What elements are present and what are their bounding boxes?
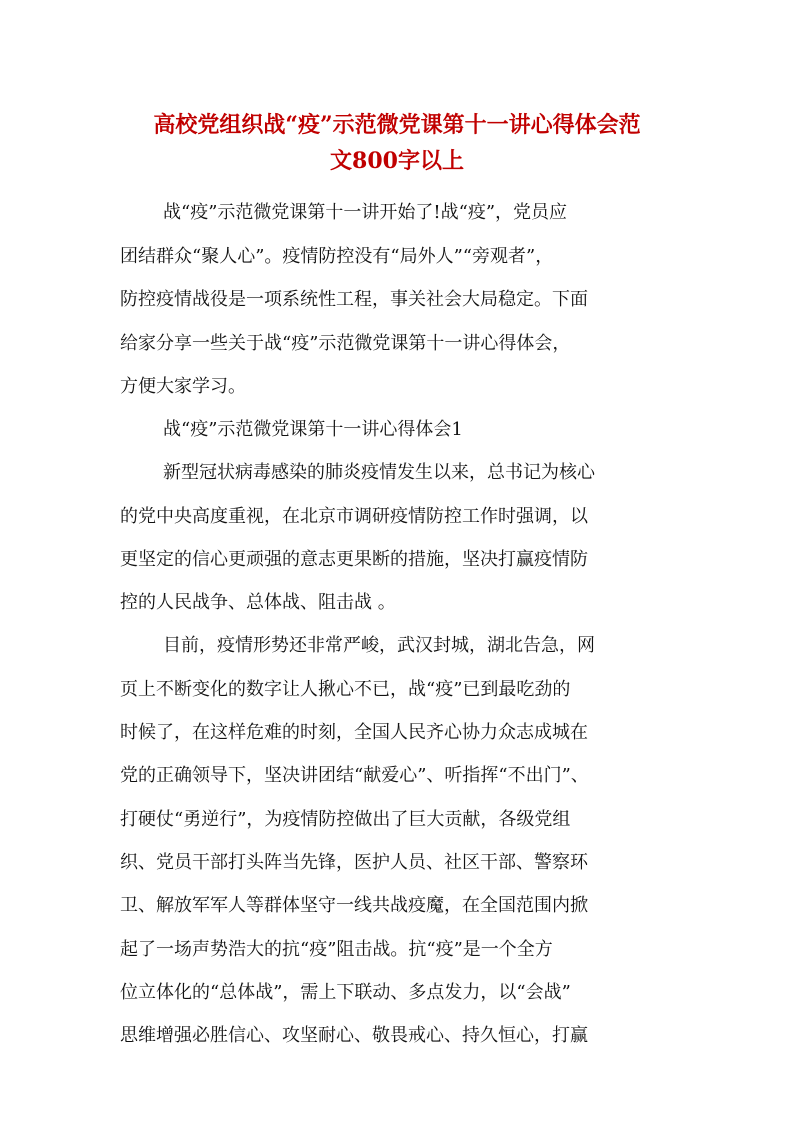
body-line: 新型冠状病毒感染的肺炎疫情发生以来，总书记为核心 <box>163 462 595 483</box>
body-line: 起了一场声势浩大的抗“疫”阻击战。抗“疫”是一个全方 <box>120 939 553 960</box>
document-title-line-1: 高校党组织战“疫”示范微党课第十一讲心得体会范 <box>153 112 641 138</box>
body-line: 织、党员干部打头阵当先锋，医护人员、社区干部、警察环 <box>120 852 588 873</box>
body-line: 页上不断变化的数字让人揪心不已，战“疫”已到最吃劲的 <box>120 679 571 700</box>
document-title-line-2: 文800字以上 <box>330 148 464 174</box>
body-line: 思维增强必胜信心、攻坚耐心、敬畏戒心、持久恒心，打赢 <box>120 1025 588 1046</box>
body-line: 更坚定的信心更顽强的意志更果断的措施，坚决打赢疫情防 <box>120 549 588 570</box>
body-line: 团结群众“聚人心”。疫情防控没有“局外人”“旁观者”， <box>120 246 554 267</box>
body-line: 防控疫情战役是一项系统性工程，事关社会大局稳定。下面 <box>120 289 588 310</box>
section-heading: 战“疫”示范微党课第十一讲心得体会1 <box>163 419 463 440</box>
body-line: 位立体化的“总体战”，需上下联动、多点发力，以“会战” <box>120 982 571 1003</box>
body-line: 的党中央高度重视，在北京市调研疫情防控工作时强调，以 <box>120 506 588 527</box>
body-line: 卫、解放军军人等群体坚守一线共战疫魔，在全国范围内掀 <box>120 895 588 916</box>
body-line: 时候了，在这样危难的时刻，全国人民齐心协力众志成城在 <box>120 722 588 743</box>
body-line: 目前，疫情形势还非常严峻，武汉封城，湖北告急，网 <box>163 635 595 656</box>
body-line: 给家分享一些关于战“疫”示范微党课第十一讲心得体会， <box>120 333 571 354</box>
body-line: 打硬仗“勇逆行”，为疫情防控做出了巨大贡献，各级党组 <box>120 809 571 830</box>
body-line: 控的人民战争、总体战、阻击战 。 <box>120 592 396 613</box>
body-line: 党的正确领导下，坚决讲团结“献爱心”、听指挥“不出门”、 <box>120 765 589 786</box>
body-line: 方便大家学习。 <box>120 376 246 397</box>
body-line: 战“疫”示范微党课第十一讲开始了!战“疫”，党员应 <box>163 202 568 223</box>
